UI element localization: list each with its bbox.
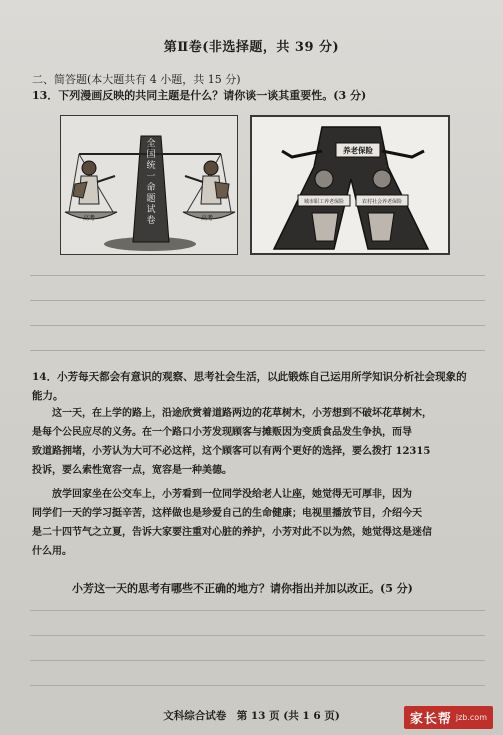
- section-title: 第Ⅱ卷(非选择题，共 39 分): [163, 40, 340, 55]
- page-footer: 文科综合试卷 第 13 页 (共 1 6 页): [163, 710, 340, 722]
- pillar-label-char: 卷: [146, 216, 156, 226]
- paragraph-1-line-3: 致道路拥堵，小芳认为大可不必这样，这个顾客可以有两个更好的选择，要么拨打 12315: [32, 446, 431, 457]
- paragraph-2-line-2: 同学们一天的学习挺辛苦，这样做也是珍爱自己的生命健康；电视里播放节目，介绍今天: [32, 508, 422, 519]
- paragraph-1-line-1: 这一天，在上学的路上，沿途欣赏着道路两边的花草树木，小芳想到不破坏花草树木，: [52, 408, 432, 419]
- question-14-prompt: 小芳这一天的思考有哪些不正确的地方？请你指出并加以改正。(5 分): [72, 582, 413, 595]
- pillar-label-char: 一: [146, 172, 156, 182]
- answer-line: [30, 685, 485, 686]
- cartoon-exam-scale: [60, 115, 238, 255]
- pillar-label-char: 国: [146, 150, 156, 160]
- question-13: 13．下列漫画反映的共同主题是什么？请你谈一谈其重要性。(3 分): [32, 89, 367, 102]
- left-tag-label: 高考: [83, 215, 96, 222]
- left-sign-label: 城市职工养老保险: [303, 199, 345, 205]
- pillar-label-char: 统: [146, 161, 156, 171]
- question-14-line-2: 能力。: [32, 390, 64, 402]
- answer-line: [30, 610, 485, 611]
- top-sign-label: 养老保险: [343, 146, 373, 155]
- watermark-main: 家长帮: [409, 712, 452, 727]
- answer-line: [30, 635, 485, 636]
- pillar-label: [146, 137, 155, 226]
- section-heading: 二、简答题(本大题共有 4 小题，共 15 分): [32, 73, 241, 86]
- paragraph-2-line-1: 放学回家坐在公交车上，小芳看到一位同学没给老人让座，她觉得无可厚非，因为: [52, 489, 412, 500]
- answer-line: [30, 275, 485, 276]
- answer-line: [30, 350, 485, 351]
- right-sign-label: 农村社会养老保险: [361, 199, 403, 205]
- question-14-line-1: 14．小芳每天都会有意识的观察、思考社会生活，以此锻炼自己运用所学知识分析社会现象的: [32, 371, 467, 383]
- paragraph-2-line-3: 是二十四节气之立夏，告诉大家要注重对心脏的养护，小芳对此不以为然，她觉得这是迷信: [32, 527, 432, 538]
- pillar-label-char: 命: [146, 183, 156, 193]
- cartoon-pension: [250, 115, 450, 255]
- right-tag-label: 高考: [201, 215, 214, 222]
- paragraph-1-line-4: 投诉，要么索性宽容一点，宽容是一种美德。: [32, 465, 232, 476]
- paragraph-1-line-2: 是每个公民应尽的义务。在一个路口小芳发现顾客与摊贩因为变质食品发生争执，而导: [32, 427, 412, 438]
- pillar-label-char: 题: [146, 194, 156, 204]
- answer-line: [30, 325, 485, 326]
- watermark-url: jzb.com: [455, 713, 487, 722]
- watermark-logo: [404, 706, 493, 729]
- paragraph-2-line-4: 什么用。: [32, 546, 72, 557]
- pillar-label-char: 试: [146, 205, 156, 215]
- pillar-label-char: 全: [146, 139, 156, 149]
- answer-line: [30, 300, 485, 301]
- answer-line: [30, 660, 485, 661]
